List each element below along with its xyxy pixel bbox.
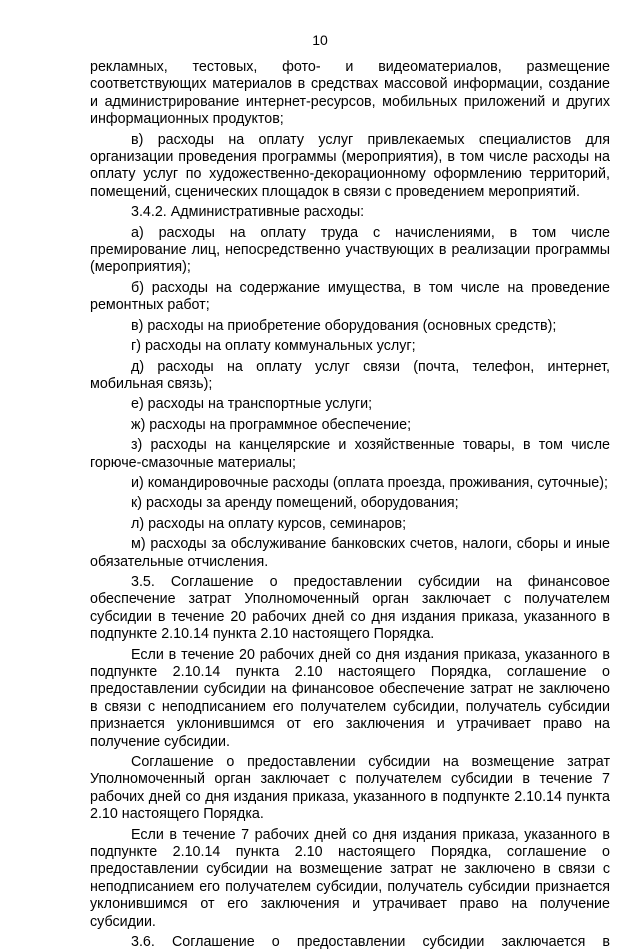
list-item-d: д) расходы на оплату услуг связи (почта, телефон, интернет, мобильная связь); [90,358,610,392]
paragraph-reimbursement-agreement: Соглашение о предоставлении субсидии на возмещение затрат Уполномоченный орган заключает с получателем субсидии в течение 7 рабочих дней со дня издания приказа, указанного в подпункте 2.10.14 пункта 2.10 настоящего Порядка. [90,754,610,823]
list-item-a: а) расходы на оплату труда с начислениями, в том числе премирование лиц, непосредственно участвующих в реализации программы (мероприятия); [90,224,610,276]
list-item-i: и) командировочные расходы (оплата проезда, проживания, суточные); [131,474,608,491]
list-item-b: б) расходы на содержание имущества, в том числе на проведение ремонтных работ; [90,279,610,314]
list-item-zh: ж) расходы на программное обеспечение; [131,416,412,433]
list-item-v: в) расходы на приобретение оборудования (основных средств); [131,317,557,334]
page-number: 10 [312,32,328,48]
list-item-l: л) расходы на оплату курсов, семинаров; [131,515,407,532]
list-item-z: з) расходы на канцелярские и хозяйственные товары, в том числе горюче-смазочные материалы; [90,437,610,471]
paragraph-specialists-expenses: в) расходы на оплату услуг привлекаемых специалистов для организации проведения программы (мероприятия), в том числе расходы на оплату услуг по художественно-декорационному оформлению территорий, помещений, сценических площадок в связи с проведением мероприятий. [90,131,610,200]
paragraph-3-6: 3.6. Соглашение о предоставлении субсидии заключается в [131,934,610,951]
paragraph-admin-expenses-heading: 3.4.2. Административные расходы: [131,204,365,221]
paragraph-7-days-refusal: Если в течение 7 рабочих дней со дня издания приказа, указанного в подпункте 2.10.14 пункта 2.10 настоящего Порядка, соглашение о предоставлении субсидии на возмещение затрат не заключено в связи с неподписанием его получателем субсидии, получатель субсидии признается уклонившимся от его заключения и утрачивает право на получение субсидии. [90,826,610,930]
document-body [90,59,610,952]
list-item-m: м) расходы за обслуживание банковских счетов, налоги, сборы и иные обязательные отчисления. [90,536,610,570]
paragraph-3-5: 3.5. Соглашение о предоставлении субсидии на финансовое обеспечение затрат Уполномоченный орган заключает с получателем субсидии в течение 20 рабочих дней со дня издания приказа, указанного в подпункте 2.10.14 пункта 2.10 настоящего Порядка. [90,573,610,643]
list-item-k: к) расходы за аренду помещений, оборудования; [131,495,459,512]
paragraph-20-days-refusal: Если в течение 20 рабочих дней со дня издания приказа, указанного в подпункте 2.10.14 пункта 2.10 настоящего Порядка, соглашение о предоставлении субсидии на финансовое обеспечение затрат не заключено в связи с неподписанием его получателем субсидии, получатель субсидии признается уклонившимся от его заключения и утрачивает право на получение субсидии. [90,646,610,750]
paragraph-advertising-continued: рекламных, тестовых, фото- и видеоматериалов, размещение соответствующих материалов в средствах массовой информации, создание и администрирование интернет-ресурсов, мобильных приложений и других информационных продуктов; [90,59,610,128]
list-item-g: г) расходы на оплату коммунальных услуг; [131,338,416,355]
list-item-e: е) расходы на транспортные услуги; [131,396,373,413]
